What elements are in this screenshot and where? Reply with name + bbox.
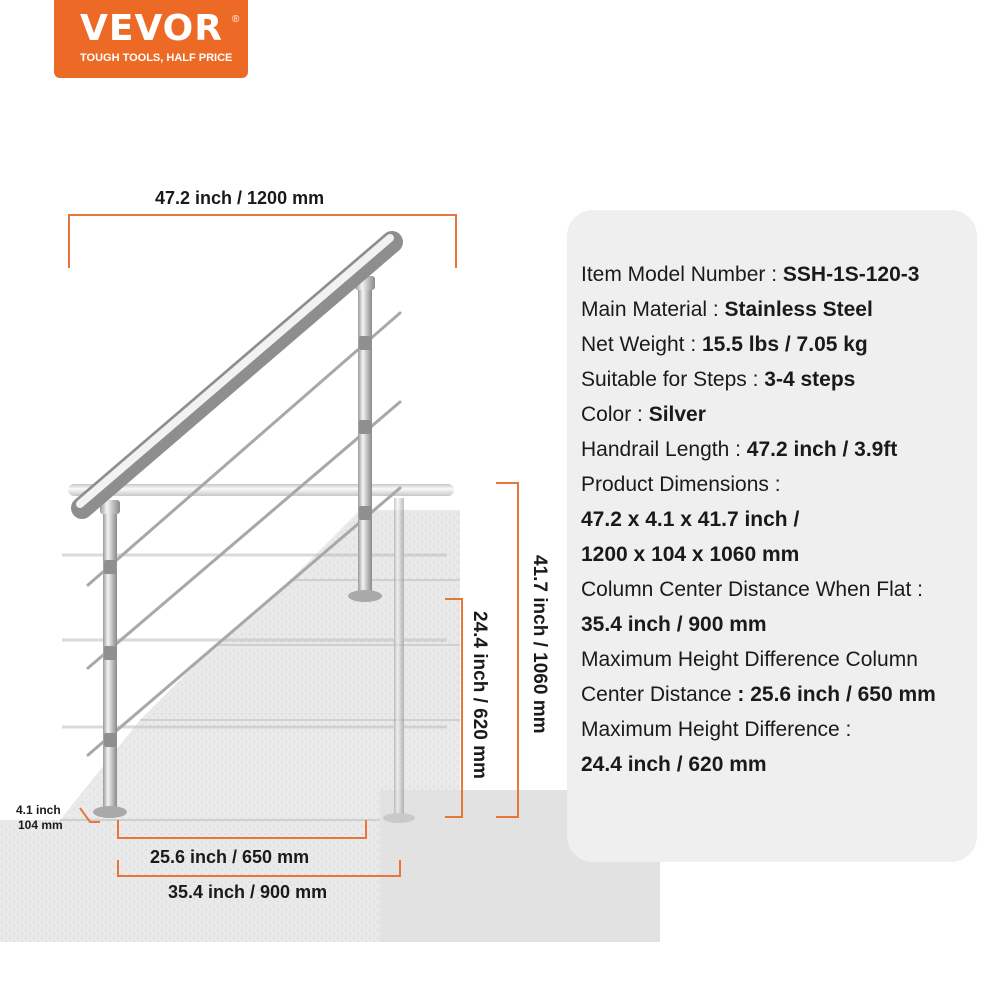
spec-row-center-distance: Center Distance : 25.6 inch / 650 mm bbox=[581, 683, 936, 706]
brand-name: VEVOR bbox=[80, 8, 224, 49]
spec-row-dimensions-mm: 1200 x 104 x 1060 mm bbox=[581, 543, 800, 566]
top-handrail bbox=[80, 238, 392, 508]
spec-row-handrail-length: Handrail Length : 47.2 inch / 3.9ft bbox=[581, 438, 898, 461]
spec-row-steps: Suitable for Steps : 3-4 steps bbox=[581, 368, 856, 391]
spec-row-max-height-column: Maximum Height Difference Column bbox=[581, 648, 918, 671]
spec-row-dimensions-inch: 47.2 x 4.1 x 41.7 inch / bbox=[581, 508, 800, 531]
spec-row-column-distance-flat: Column Center Distance When Flat : bbox=[581, 578, 923, 601]
brand-tagline: TOUGH TOOLS, HALF PRICE bbox=[80, 52, 233, 64]
spec-row-max-height-value: 24.4 inch / 620 mm bbox=[581, 753, 767, 776]
dim-total-height: 41.7 inch / 1060 mm bbox=[529, 555, 550, 734]
dim-height-difference: 24.4 inch / 620 mm bbox=[469, 611, 490, 779]
spec-row-product-dimensions: Product Dimensions : bbox=[581, 473, 781, 496]
spec-row-weight: Net Weight : 15.5 lbs / 7.05 kg bbox=[581, 333, 868, 356]
dim-column-distance: 25.6 inch / 650 mm bbox=[150, 847, 310, 867]
spec-row-model: Item Model Number : SSH-1S-120-3 bbox=[581, 263, 920, 286]
dim-base-inch: 4.1 inch bbox=[16, 803, 61, 817]
dim-top-width: 47.2 inch / 1200 mm bbox=[155, 188, 325, 208]
dim-base-mm: 104 mm bbox=[18, 818, 63, 832]
dim-flat-distance: 35.4 inch / 900 mm bbox=[168, 882, 328, 902]
spec-row-material: Main Material : Stainless Steel bbox=[581, 298, 873, 321]
spec-row-column-distance-flat-value: 35.4 inch / 900 mm bbox=[581, 613, 767, 636]
registered-mark: ® bbox=[232, 14, 240, 25]
spec-row-max-height: Maximum Height Difference : bbox=[581, 718, 852, 741]
spec-row-color: Color : Silver bbox=[581, 403, 706, 426]
